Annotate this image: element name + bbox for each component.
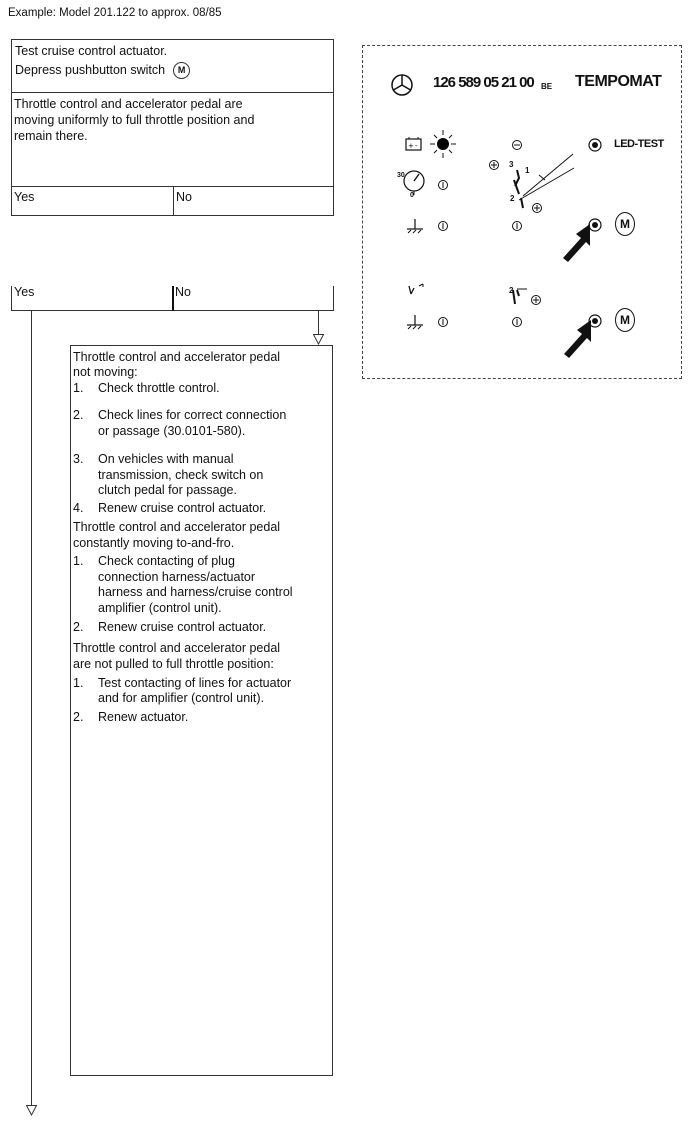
yes-flow-line <box>31 310 32 1107</box>
item-text: Renew actuator. <box>98 710 189 724</box>
item-number: 3. <box>73 452 84 466</box>
test-instruction-2 <box>15 62 190 79</box>
led-icon <box>437 179 449 191</box>
led-icon <box>437 316 449 328</box>
svg-text:+: + <box>408 142 414 150</box>
divider <box>12 92 333 93</box>
section3-heading-1: Throttle control and accelerator pedal <box>73 641 281 655</box>
item-number: 4. <box>73 501 84 515</box>
arrow-pointer-icon <box>561 318 593 360</box>
section1-heading-2: not moving: <box>73 365 138 379</box>
remedy-box <box>70 345 333 1076</box>
item-text: transmission, check switch on <box>98 468 264 482</box>
item-text: Test contacting of lines for actuator <box>98 676 292 690</box>
part-number: 126 589 05 21 00 <box>433 74 534 91</box>
branch-line <box>333 286 334 311</box>
item-text: harness and harness/cruise control <box>98 585 293 599</box>
mercedes-star-icon <box>391 74 413 96</box>
section3-heading-2: are not pulled to full throttle position: <box>73 657 274 671</box>
gauge-label-bottom: 0 <box>410 192 414 199</box>
item-text: Renew cruise control actuator. <box>98 501 267 515</box>
svg-text:-: - <box>415 142 418 150</box>
divider <box>173 186 174 215</box>
ground-icon <box>405 314 425 332</box>
item-number: 2. <box>73 620 84 634</box>
branch-line <box>11 286 12 311</box>
item-text: amplifier (control unit). <box>98 601 222 615</box>
battery-icon <box>405 136 423 152</box>
pedal-step-2: 2 <box>510 194 515 203</box>
led-icon <box>437 220 449 232</box>
item-number: 2. <box>73 408 84 422</box>
led-icon <box>511 220 523 232</box>
item-number: 2. <box>73 710 84 724</box>
pedal-icon <box>489 150 579 214</box>
result-line-3: remain there. <box>14 129 88 143</box>
test-step-box <box>11 39 334 216</box>
branch-separator <box>172 286 174 311</box>
pushbutton-m-icon: M <box>615 212 635 236</box>
test-instruction-2-text: Depress pushbutton switch <box>15 62 166 77</box>
item-text: Check contacting of plug <box>98 554 235 568</box>
pushbutton-m-icon: M <box>173 62 190 79</box>
led-icon <box>511 316 523 328</box>
pedal-step-3: 3 <box>509 160 514 169</box>
test-instruction-1: Test cruise control actuator. <box>15 44 168 58</box>
item-text: On vehicles with manual <box>98 452 234 466</box>
no-flow-line <box>318 310 319 335</box>
section1-heading-1: Throttle control and accelerator pedal <box>73 350 281 364</box>
item-text: Check lines for correct connection <box>98 408 287 422</box>
item-text: and for amplifier (control unit). <box>98 691 265 705</box>
result-line-2: moving uniformly to full throttle position and <box>14 113 255 127</box>
page-caption: Example: Model 201.122 to approx. 08/85 <box>8 7 222 19</box>
pedal-step-1: 1 <box>525 166 530 175</box>
item-number: 1. <box>73 676 84 690</box>
gauge-label-top: 30 <box>397 172 405 179</box>
pushbutton-m-icon: M <box>615 308 635 332</box>
item-number: 1. <box>73 381 84 395</box>
device-name: TEMPOMAT <box>575 73 662 90</box>
item-number: 1. <box>73 554 84 568</box>
branch-yes: Yes <box>14 285 35 299</box>
answer-no: No <box>176 190 192 204</box>
item-text: Renew cruise control actuator. <box>98 620 267 634</box>
ground-icon <box>405 218 425 236</box>
led-test-label: LED-TEST <box>614 138 664 150</box>
item-text: clutch pedal for passage. <box>98 483 237 497</box>
led-lit-icon <box>429 128 457 158</box>
section2-heading-1: Throttle control and accelerator pedal <box>73 520 281 534</box>
tempomat-tester-illustration <box>362 45 682 379</box>
part-suffix: BE <box>541 82 553 91</box>
result-line-1: Throttle control and accelerator pedal are <box>14 97 243 111</box>
section2-heading-2: constantly moving to-and-fro. <box>73 536 235 550</box>
pedal-step-2: 2 <box>509 286 514 295</box>
answer-yes: Yes <box>14 190 35 204</box>
branch-no: No <box>175 285 191 299</box>
no-arrow-icon <box>313 334 324 345</box>
yes-arrow-icon <box>26 1105 37 1116</box>
arrow-pointer-icon <box>560 222 592 264</box>
item-text: Check throttle control. <box>98 381 220 395</box>
item-text: or passage (30.0101-580). <box>98 424 246 438</box>
item-text: connection harness/actuator <box>98 570 256 584</box>
clutch-switch-icon <box>405 282 425 298</box>
led-test-indicator-icon <box>588 138 602 152</box>
